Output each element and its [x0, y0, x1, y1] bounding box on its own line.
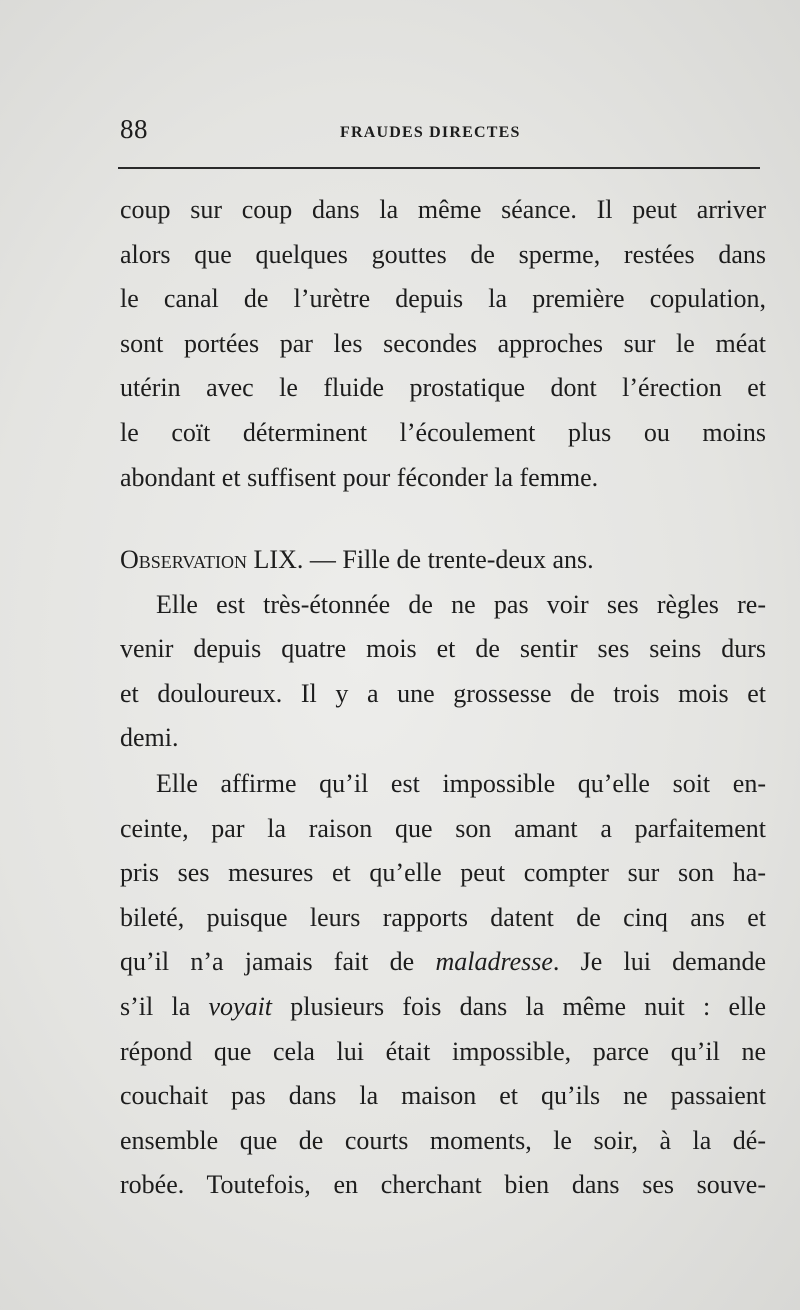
observation-block — [120, 538, 766, 761]
text-line: sont portées par les secondes approches sur le méat — [120, 328, 766, 358]
text-segment: qu’il n’a jamais fait de — [120, 947, 436, 977]
text-line: ceinte, par la raison que son amant a parfaitement — [120, 813, 766, 843]
observation-number: LIX. — [253, 545, 304, 574]
page-number: 88 — [120, 114, 148, 144]
text-line: demi. — [120, 723, 179, 753]
observation-heading — [120, 538, 766, 583]
text-segment: s’il la — [120, 991, 209, 1021]
text-segment: . Je lui demande — [552, 947, 767, 977]
text-line: ensemble que de courts moments, le soir, à la dé- — [120, 1125, 766, 1155]
paragraph-3 — [120, 762, 766, 1208]
page-header — [120, 112, 760, 152]
text-segment: plusieurs fois dans la même nuit : elle — [272, 991, 766, 1021]
italic-word: voyait — [208, 991, 273, 1021]
text-line: le coït déterminent l’écoulement plus ou moins — [120, 417, 766, 447]
text-line: robée. Toutefois, en cherchant bien dans ses souve- — [120, 1170, 766, 1200]
observation-title: — Fille de trente-deux ans. — [303, 545, 594, 574]
text-line: alors que quelques gouttes de sperme, restées dans — [120, 239, 766, 269]
text-line — [120, 985, 766, 1030]
text-line: Elle est très-étonnée de ne pas voir ses règles re- — [156, 589, 766, 619]
text-line: couchait pas dans la maison et qu’ils ne passaient — [120, 1081, 766, 1111]
text-line: Elle affirme qu’il est impossible qu’elle soit en- — [156, 769, 766, 798]
observation-label: Observation — [120, 545, 248, 574]
header-rule — [118, 167, 760, 169]
text-line: le canal de l’urètre depuis la première copulation, — [120, 284, 766, 314]
text-line: et douloureux. Il y a une grossesse de trois mois et — [120, 678, 766, 708]
text-line: utérin avec le fluide prostatique dont l’érection et — [120, 373, 766, 403]
text-line: répond que cela lui était impossible, parce qu’il ne — [120, 1036, 766, 1066]
text-line: pris ses mesures et qu’elle peut compter sur son ha- — [120, 858, 766, 888]
paragraph-1 — [120, 188, 766, 500]
running-head: FRAUDES DIRECTES — [340, 124, 521, 141]
text-line: coup sur coup dans la même séance. Il peut arriver — [120, 195, 766, 224]
text-line: bileté, puisque leurs rapports datent de cinq ans et — [120, 902, 766, 932]
text-line: abondant et suffisent pour féconder la femme. — [120, 462, 599, 492]
text-line: venir depuis quatre mois et de sentir ses seins durs — [120, 634, 766, 664]
italic-word: maladresse — [435, 947, 553, 977]
text-line — [120, 940, 766, 985]
